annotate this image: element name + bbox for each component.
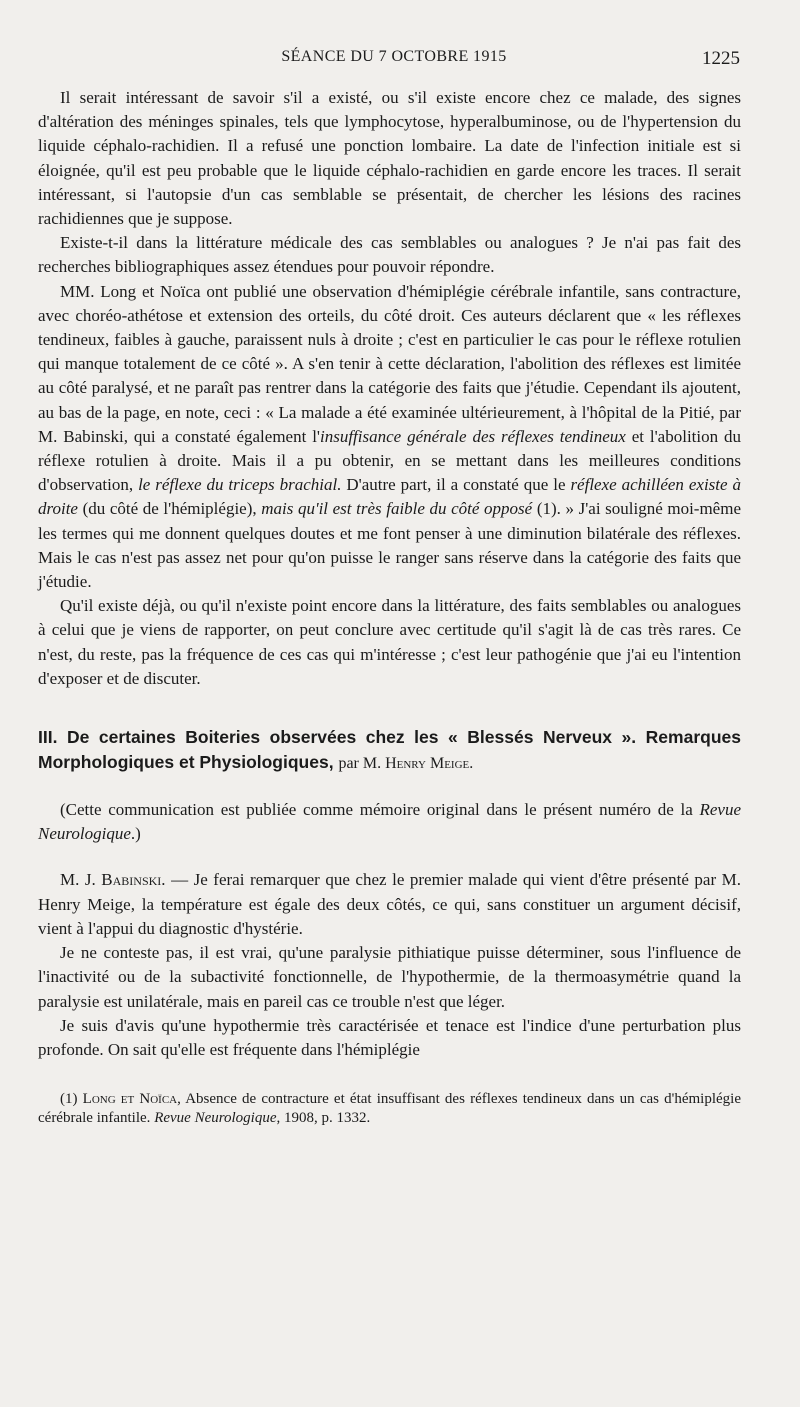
page-number: 1225 <box>702 48 740 69</box>
paragraph-6: Je ne conteste pas, il est vrai, qu'une paralysie pithiatique puisse déterminer, sous l'influence de l'inactivité ou de la subactivité fonctionnelle, de l'hypothermie, de la thermoasymétrie quand la paralysie est unilatérale, mais en pareil cas ce trouble n'est que léger. <box>38 943 741 1011</box>
paragraph-4: Qu'il existe déjà, ou qu'il n'existe point encore dans la littérature, des faits semblables ou analogues à celui que je viens de rapporter, on peut conclure avec certitude qu'il s'agit là de cas très rares. Ce n'est, du reste, pas la fréquence de ces cas qui m'intéresse ; c'est leur pathogénie que j'ai eu l'intention d'exposer et de discuter. <box>38 596 741 688</box>
paragraph-2: Existe-t-il dans la littérature médicale des cas semblables ou analogues ? Je n'ai pas fait des recherches bibliographiques assez étendues pour pouvoir répondre. <box>38 233 741 277</box>
editorial-note: (Cette communication est publiée comme mémoire original dans le présent numéro de la Revue Neurologique.) <box>38 800 741 844</box>
paragraph-3: MM. Long et Noïca ont publié une observation d'hémiplégie cérébrale infantile, sans contracture, avec choréo-athétose et extension des orteils, du côté droit. Ces auteurs déclarent que « les réflexes tendineux, faibles à gauche, paraissent nuls à droite ; c'est en particulier le cas pour le réflexe rotulien qui manque totalement de ce côté ». A s'en tenir à cette déclaration, l'abolition des réflexes est limitée au côté paralysé, et ne paraît pas rentrer dans la catégorie des faits que j'étudie. Cependant ils ajoutent, au bas de la page, en note, ceci : « La malade a été examinée ultérieurement, à l'hôpital de la Pitié, par M. Babinski, qui a constaté également l'insuffisance générale des réflexes tendineux et l'abolition du réflexe rotulien à droite. Mais il a pu obtenir, en se mettant dans les meilleures conditions d'observation, le réflexe du triceps brachial. D'autre part, il a constaté que le réflexe achilléen existe à droite (du côté de l'hémiplégie), mais qu'il est très faible du côté opposé (1). » J'ai souligné moi-même les termes qui me donnent quelques doutes et me font penser à une diminution bilatérale des réflexes. Mais le cas n'est pas assez net pour qu'on puisse le ranger sans réserve dans la catégorie des faits que j'étudie. <box>38 281 741 592</box>
running-head <box>48 48 740 72</box>
section-heading: III. De certaines Boiteries observées chez les « Blessés Nerveux ». Remarques Morphologiques et Physiologiques, par M. Henry Meige. <box>38 727 741 773</box>
paragraph-7: Je suis d'avis qu'une hypothermie très caractérisée et tenace est l'indice d'une perturbation plus profonde. On sait qu'elle est fréquente dans l'hémiplégie <box>38 1015 741 1059</box>
footnote: (1) Long et Noïca, Absence de contracture et état insuffisant des réflexes tendineux dans un cas d'hémiplégie cérébrale infantile. Revue Neurologique, 1908, p. 1332. <box>38 1091 741 1127</box>
babinski-remark: M. J. Babinski. — Je ferai remarquer que chez le premier malade qui vient d'être présenté par M. Henry Meige, la température est égale des deux côtés, ce qui, sans constituer un argument décisif, vient à l'appui du diagnostic d'hystérie. <box>38 870 741 938</box>
paragraph-1: Il serait intéressant de savoir s'il a existé, ou s'il existe encore chez ce malade, des signes d'altération des méninges spinales, tels que lymphocytose, hyperalbuminose, ou de l'hypertension du liquide céphalo-rachidien. Il a refusé une ponction lombaire. La date de l'infection initiale est si éloignée, qu'il est peu probable que le liquide céphalo-rachidien en garde encore les traces. Il serait intéressant, si l'autopsie d'un cas semblable se présentait, de chercher les lésions des racines rachidiennes que je suppose. <box>38 88 741 229</box>
body-text <box>38 86 741 1128</box>
running-head-title: SÉANCE DU 7 OCTOBRE 1915 <box>281 48 507 65</box>
